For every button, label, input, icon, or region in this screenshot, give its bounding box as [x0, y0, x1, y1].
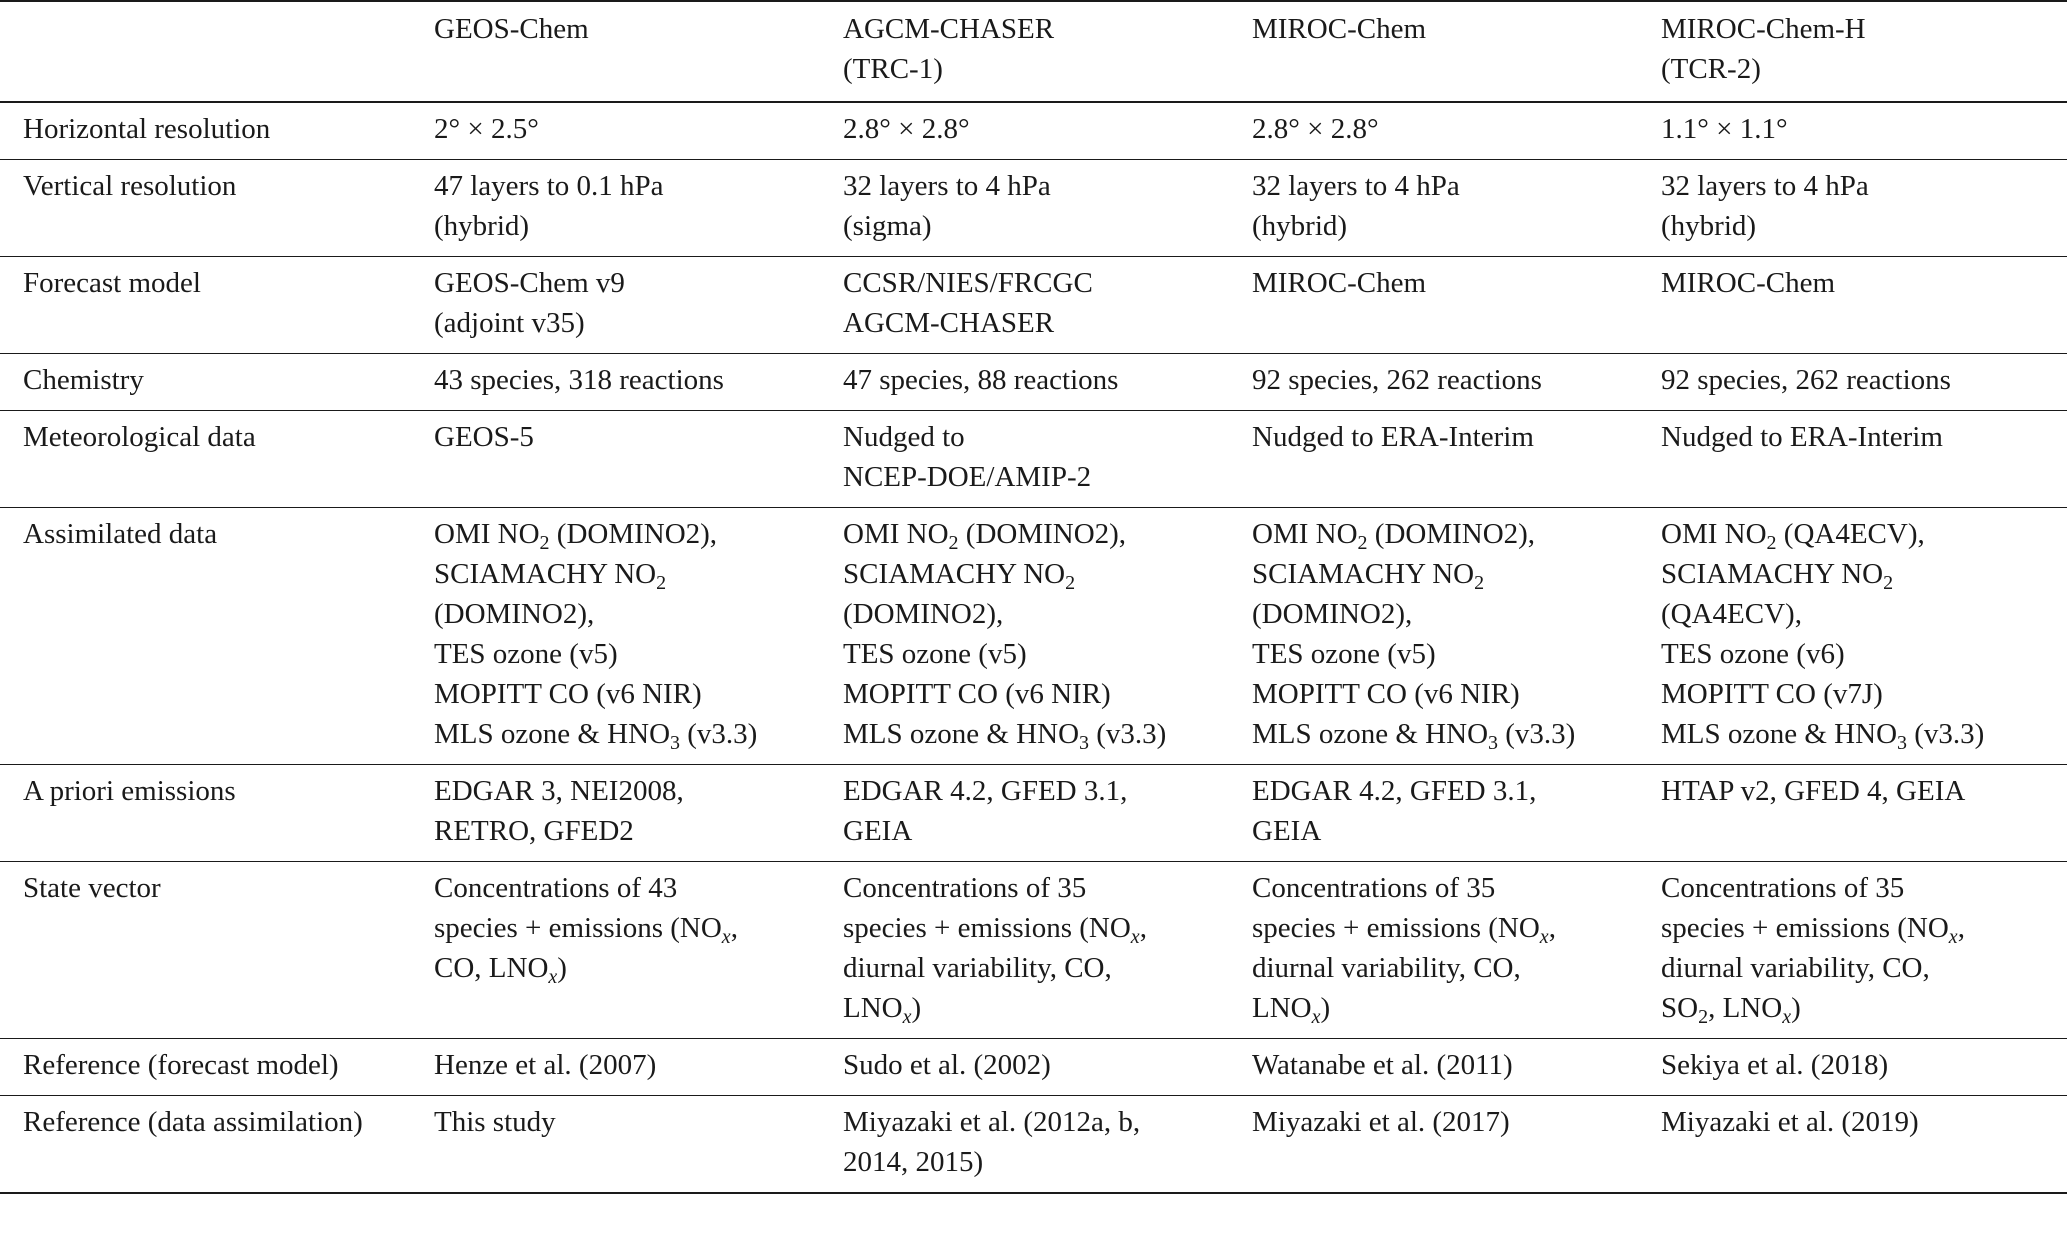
row-label: Vertical resolution: [23, 170, 237, 202]
table-cell: Nudged to NCEP-DOE/AMIP-2: [843, 421, 1092, 493]
table-cell: MIROC-Chem: [1252, 267, 1426, 299]
row-label: Forecast model: [23, 267, 201, 299]
table-cell: Miyazaki et al. (2017): [1252, 1106, 1510, 1138]
table-row: [0, 765, 2067, 862]
table-cell: Nudged to ERA-Interim: [1661, 421, 1943, 453]
table-row: [0, 508, 2067, 765]
table-cell: GEOS-Chem v9 (adjoint v35): [434, 267, 625, 339]
table-row: [0, 862, 2067, 1039]
table-cell: 32 layers to 4 hPa (hybrid): [1252, 170, 1460, 242]
table-cell: HTAP v2, GFED 4, GEIA: [1661, 775, 1966, 807]
header-cell: GEOS-Chem: [434, 13, 589, 45]
row-label: State vector: [23, 872, 161, 904]
row-label: Meteorological data: [23, 421, 256, 453]
table-cell: OMI $NO_2$ (DOMINO2), SCIAMACHY $NO_2$ (DOMINO2), TES ozone (v5) MOPITT CO (v6 NIR) MLS ozone & $HNO_3$ (v3.3): [1252, 518, 1576, 754]
header-cell: [0, 1, 434, 102]
row-label: Chemistry: [23, 364, 144, 396]
table-cell: 2.8° × 2.8°: [1252, 113, 1379, 145]
table-cell: 92 species, 262 reactions: [1661, 364, 1951, 396]
table-cell: Henze et al. (2007): [434, 1049, 657, 1081]
table-row: [0, 1096, 2067, 1194]
table-row: [0, 160, 2067, 257]
row-label: Reference (forecast model): [23, 1049, 339, 1081]
row-label: Reference (data assimilation): [23, 1106, 363, 1138]
table-cell: OMI $NO_2$ (DOMINO2), SCIAMACHY $NO_2$ (DOMINO2), TES ozone (v5) MOPITT CO (v6 NIR) MLS ozone & $HNO_3$ (v3.3): [843, 518, 1167, 754]
table-cell: Concentrations of 35 species + emissions ($NO_x$, diurnal variability, CO, $LNO_x$): [843, 872, 1147, 1028]
table-cell: 47 layers to 0.1 hPa (hybrid): [434, 170, 664, 242]
row-label: Assimilated data: [23, 518, 218, 550]
table-cell: Nudged to ERA-Interim: [1252, 421, 1534, 453]
table-header-row: [0, 1, 2067, 102]
table-cell: Sudo et al. (2002): [843, 1049, 1051, 1081]
table-cell: This study: [434, 1106, 556, 1138]
table-row: [0, 354, 2067, 411]
table-cell: 32 layers to 4 hPa (hybrid): [1661, 170, 1869, 242]
table-cell: 43 species, 318 reactions: [434, 364, 724, 396]
table-cell: Sekiya et al. (2018): [1661, 1049, 1889, 1081]
table-row: [0, 102, 2067, 160]
table-cell: EDGAR 4.2, GFED 3.1, GEIA: [1252, 775, 1537, 847]
table-cell: Watanabe et al. (2011): [1252, 1049, 1513, 1081]
row-label: Horizontal resolution: [23, 113, 271, 145]
table-cell: 2.8° × 2.8°: [843, 113, 970, 145]
table-cell: OMI $NO_2$ (DOMINO2), SCIAMACHY $NO_2$ (DOMINO2), TES ozone (v5) MOPITT CO (v6 NIR) MLS ozone & $HNO_3$ (v3.3): [434, 518, 758, 754]
table-cell: 47 species, 88 reactions: [843, 364, 1119, 396]
table-cell: 92 species, 262 reactions: [1252, 364, 1542, 396]
table-cell: 1.1° × 1.1°: [1661, 113, 1788, 145]
table-cell: MIROC-Chem: [1661, 267, 1835, 299]
table-cell: 2° × 2.5°: [434, 113, 539, 145]
header-cell: AGCM-CHASER (TRC-1): [843, 13, 1055, 85]
table-cell: Concentrations of 35 species + emissions ($NO_x$, diurnal variability, CO, $LNO_x$): [1252, 872, 1556, 1028]
table-cell: Miyazaki et al. (2019): [1661, 1106, 1919, 1138]
table-cell: 32 layers to 4 hPa (sigma): [843, 170, 1051, 242]
row-label: A priori emissions: [23, 775, 236, 807]
header-cell: MIROC-Chem-H (TCR-2): [1661, 13, 1866, 85]
table-cell: CCSR/NIES/FRCGC AGCM-CHASER: [843, 267, 1093, 339]
table-cell: EDGAR 4.2, GFED 3.1, GEIA: [843, 775, 1128, 847]
table-row: [0, 1039, 2067, 1096]
table-row: [0, 257, 2067, 354]
table-row: [0, 411, 2067, 508]
table-cell: Miyazaki et al. (2012a, b, 2014, 2015): [843, 1106, 1141, 1178]
table-body: [0, 102, 2067, 1193]
table-cell: Concentrations of 35 species + emissions ($NO_x$, diurnal variability, CO, $SO_2$, $LNO_x$): [1661, 872, 1965, 1028]
table-cell: GEOS-5: [434, 421, 534, 453]
header-cell: MIROC-Chem: [1252, 13, 1426, 45]
table-cell: EDGAR 3, NEI2008, RETRO, GFED2: [434, 775, 684, 847]
table-cell: OMI $NO_2$ (QA4ECV), SCIAMACHY $NO_2$ (QA4ECV), TES ozone (v6) MOPITT CO (v7J) MLS ozone & $HNO_3$ (v3.3): [1661, 518, 1985, 754]
table-cell: Concentrations of 43 species + emissions ($NO_x$, CO, $LNO_x$): [434, 872, 738, 988]
